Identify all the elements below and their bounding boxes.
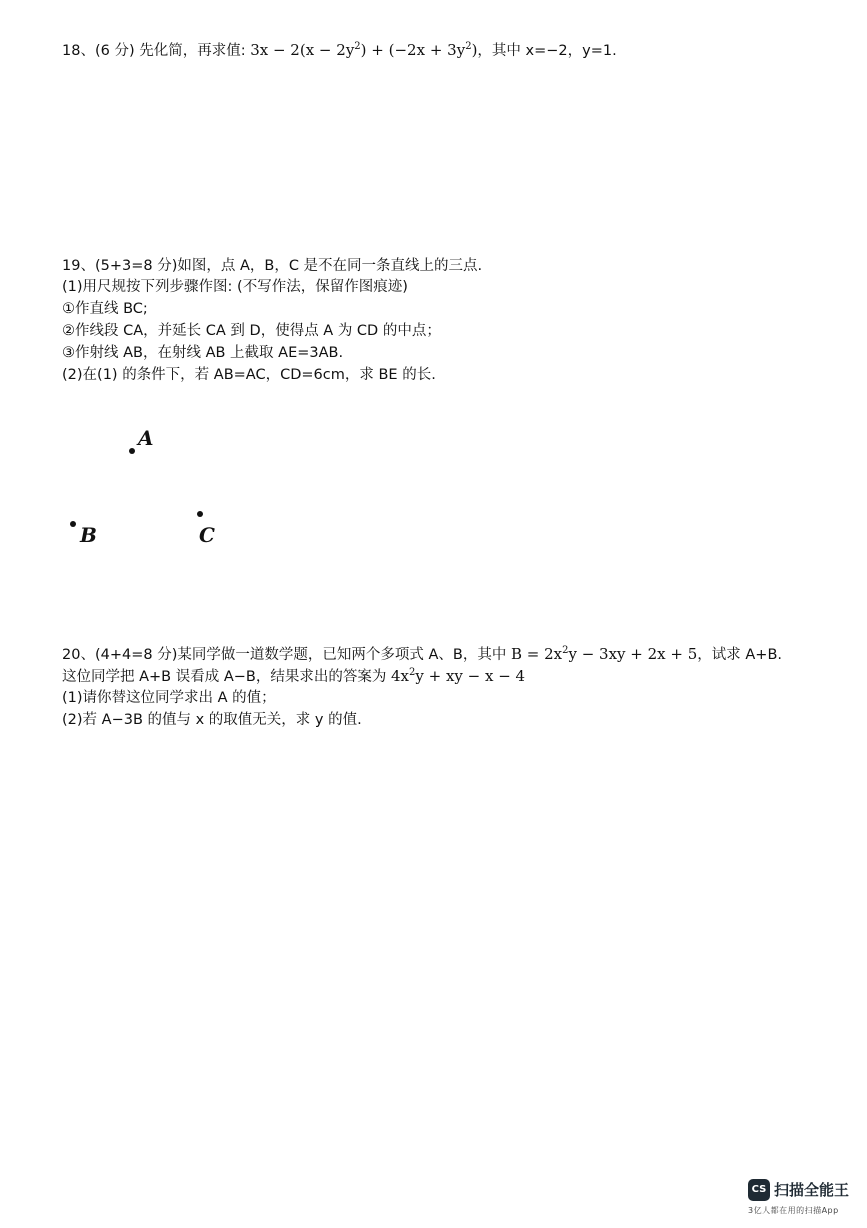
brand-tagline: 3亿人都在用的扫描App — [748, 1206, 839, 1215]
step-3-mark: ③ — [62, 345, 75, 361]
point-c-label: C — [199, 523, 215, 547]
q18-expression — [250, 41, 477, 59]
q19-line-1: 19、(5+3=8 分)如图，点 A，B，C 是不在同一条直线上的三点. — [62, 258, 483, 274]
camscanner-logo-icon: CS — [748, 1179, 770, 1201]
q20-line-3: (1)请你替这位同学求出 A 的值； — [62, 690, 276, 706]
step-1-text: 作直线 BC; — [75, 301, 148, 317]
q20-line1-suffix: ，试求 A+B. — [697, 647, 782, 663]
q20-answer-part-b: y + xy − x − 4 — [415, 667, 526, 685]
q20-b-exponent: 2 — [562, 645, 569, 656]
q18-exponent-1: 2 — [354, 41, 361, 52]
q19-line-2: (1)用尺规按下列步骤作图: (不写作法，保留作图痕迹) — [62, 279, 408, 295]
q20-line2-prefix: 这位同学把 A+B 误看成 A−B，结果求出的答案为 — [62, 669, 391, 685]
q18-expr-part-b: ) + (−2x + 3y — [360, 41, 466, 59]
q20-line1-prefix: 20、(4+4=8 分)某同学做一道数学题，已知两个多项式 A、B，其中 — [62, 647, 511, 663]
q19-step-3 — [62, 343, 343, 363]
q20-answer-part-a: 4x — [390, 667, 409, 685]
q18-expr-part-c: ) — [471, 41, 478, 59]
point-a-dot — [129, 448, 135, 454]
q19-step-2 — [62, 321, 441, 341]
brand-name: 扫描全能王 — [774, 1181, 850, 1199]
point-a-label: A — [138, 426, 154, 450]
step-2-mark: ② — [62, 323, 75, 339]
step-3-text: 作射线 AB，在射线 AB 上截取 AE=3AB. — [75, 345, 344, 361]
q20-b-expression — [511, 645, 697, 663]
q18-expr-part-a: 3x − 2(x − 2y — [250, 41, 355, 59]
q18-exponent-2: 2 — [465, 41, 472, 52]
q20-line-2 — [62, 666, 525, 687]
q18-suffix: ，其中 x=−2，y=1. — [477, 43, 617, 59]
scanner-watermark — [748, 1179, 853, 1219]
q20-answer-exponent: 2 — [408, 667, 416, 678]
q18-prefix: 18、(6 分) 先化简，再求值: — [62, 43, 251, 59]
point-c-dot — [197, 511, 203, 517]
q20-b-expr-part-b: y − 3xy + 2x + 5 — [568, 645, 698, 663]
point-b-label: B — [80, 523, 97, 547]
q20-answer-expression — [391, 667, 525, 685]
step-2-text: 作线段 CA，并延长 CA 到 D，使得点 A 为 CD 的中点； — [75, 323, 441, 339]
q20-line-1 — [62, 644, 782, 665]
question-18 — [62, 40, 617, 61]
q19-line-6: (2)在(1) 的条件下，若 AB=AC，CD=6cm，求 BE 的长. — [62, 367, 436, 383]
q19-step-1 — [62, 299, 148, 319]
q20-line-4: (2)若 A−3B 的值与 x 的取值无关，求 y 的值. — [62, 712, 362, 728]
step-1-mark: ① — [62, 301, 75, 317]
point-b-dot — [70, 521, 76, 527]
q20-b-expr-part-a: B = 2x — [510, 645, 563, 663]
